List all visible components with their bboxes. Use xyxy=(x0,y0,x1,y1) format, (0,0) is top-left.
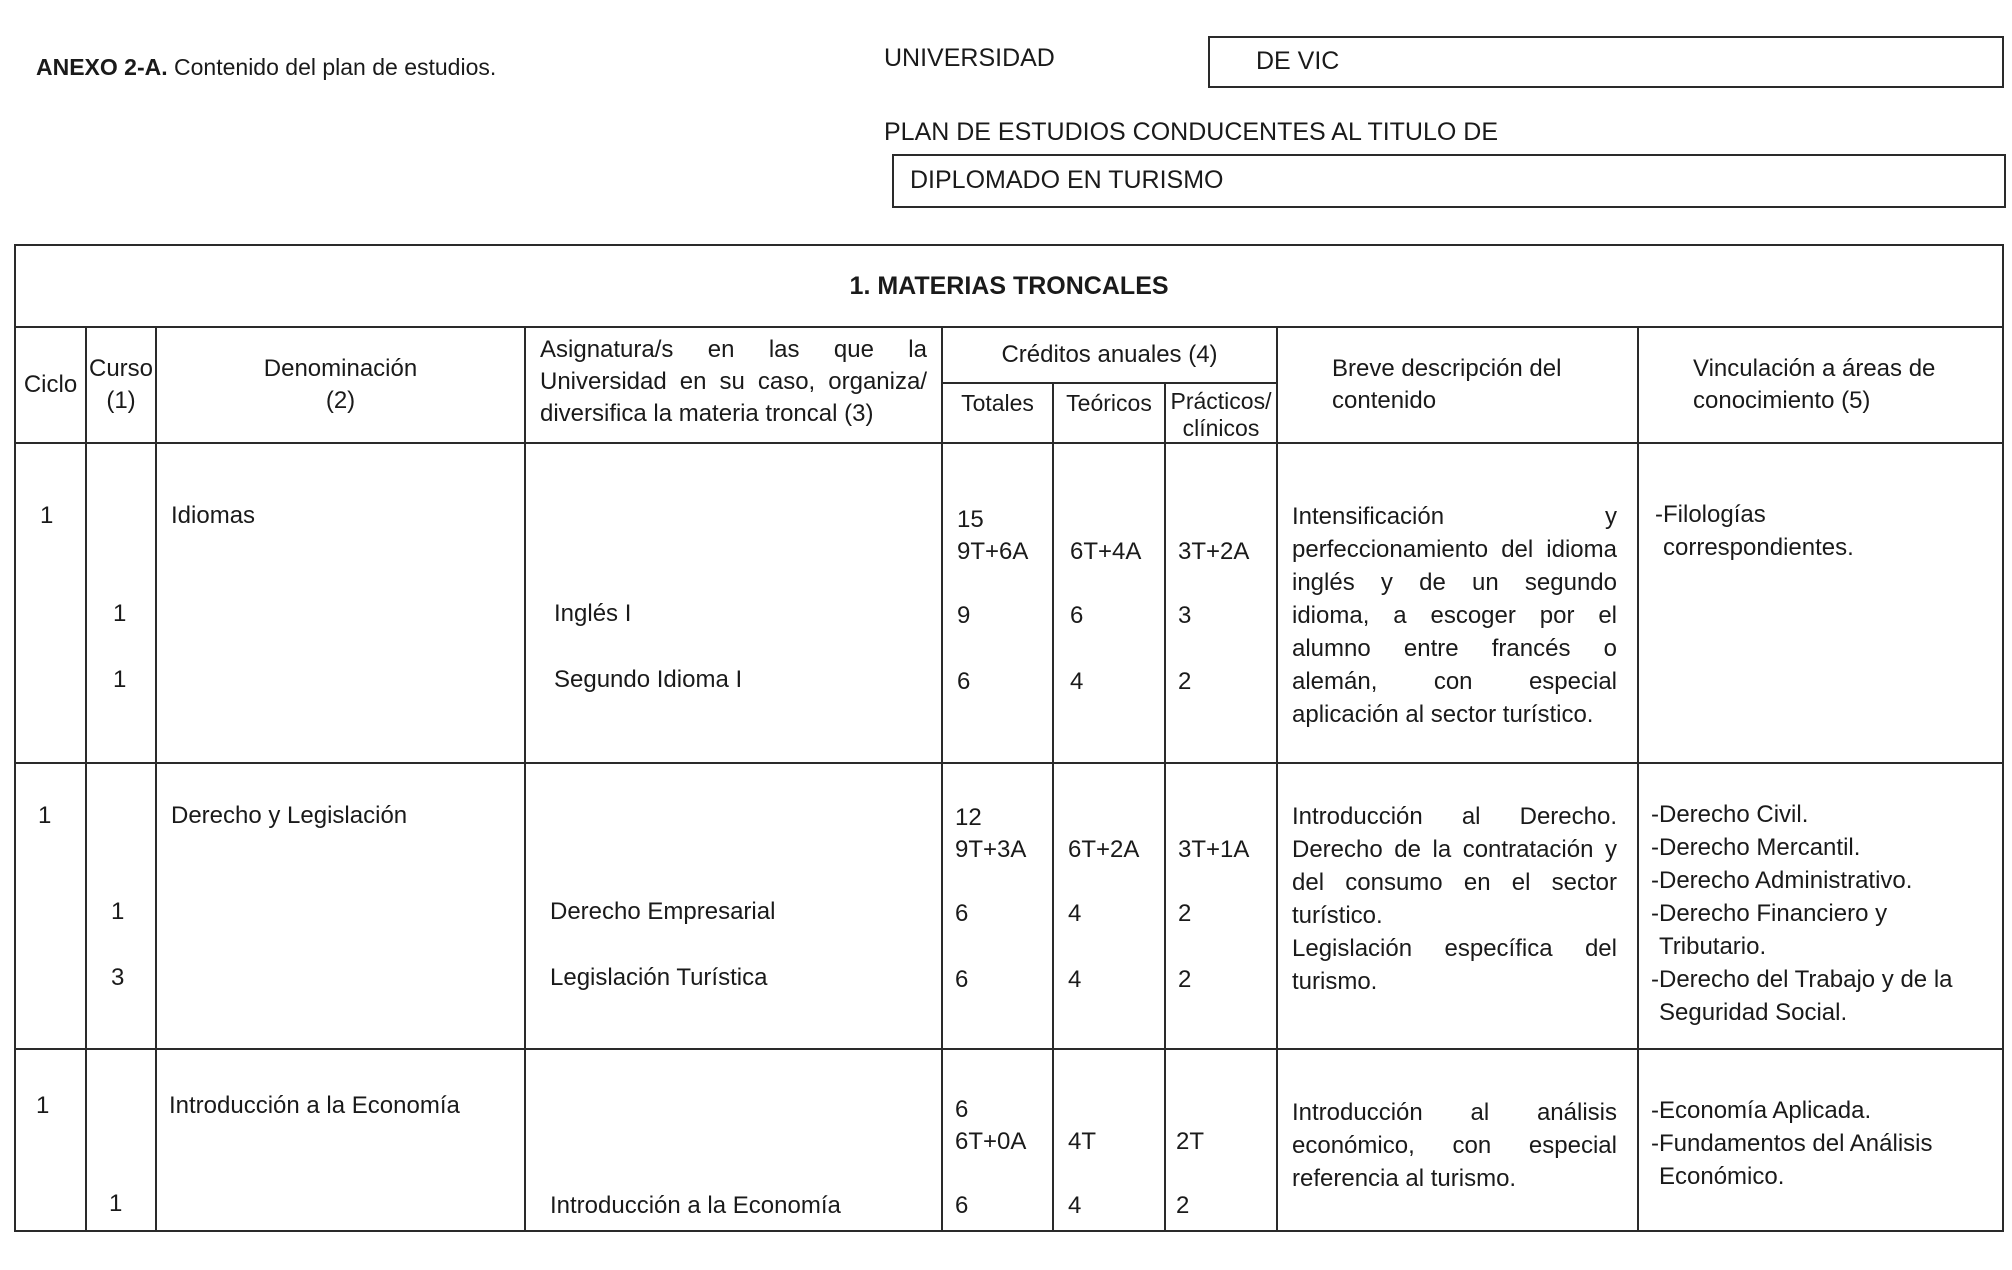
curso-cell xyxy=(86,763,156,1049)
table-title: 1. MATERIAS TRONCALES xyxy=(15,245,2003,327)
curso-cell xyxy=(86,443,156,763)
practicos-value: 3 xyxy=(1178,602,1192,629)
asignatura-value: Segundo Idioma I xyxy=(554,666,743,693)
total-value: 9 xyxy=(957,602,971,629)
header-descripcion-label: Breve descripción del xyxy=(1332,355,1562,382)
total-value: 6 xyxy=(955,966,969,993)
practicos-value: 2 xyxy=(1178,668,1192,695)
materias-troncales-table xyxy=(14,244,2004,1232)
vinculacion-item: -Derecho Administrativo. xyxy=(1651,867,1913,894)
totales-cell xyxy=(942,763,1053,1049)
total-value: 15 xyxy=(957,506,984,533)
total-value: 6 xyxy=(955,1096,969,1123)
practicos-value: 2 xyxy=(1176,1192,1190,1219)
header-descripcion-sub: contenido xyxy=(1332,387,1437,414)
teoricos-value: 4 xyxy=(1068,1192,1082,1219)
header-totales: Totales xyxy=(942,383,1053,443)
denominacion-cell xyxy=(156,443,525,763)
denominacion-value: Introducción a la Economía xyxy=(169,1092,460,1119)
header-descripcion xyxy=(1277,327,1638,443)
header-denominacion xyxy=(156,327,525,443)
ciclo-value: 1 xyxy=(38,802,52,829)
header-teoricos: Teóricos xyxy=(1053,383,1165,443)
header-ciclo-label: Ciclo xyxy=(23,371,78,398)
curso-value: 1 xyxy=(109,1190,123,1217)
teoricos-cell xyxy=(1053,443,1165,763)
ciclo-cell xyxy=(15,1049,86,1231)
descripcion-cell xyxy=(1277,763,1638,1049)
vinculacion-item: Económico. xyxy=(1659,1163,1785,1190)
annex-title xyxy=(36,54,496,81)
descripcion-text: Introducción al Derecho. Derecho de la contratación y del consumo en el sector turístico. xyxy=(1292,803,1617,929)
total-value: 6 xyxy=(955,1192,969,1219)
header-curso-label: Curso xyxy=(88,355,154,382)
curso-cell xyxy=(86,1049,156,1231)
practicos-cell xyxy=(1165,763,1277,1049)
descripcion-text: Introducción al análisis económico, con especial referencia al turismo. xyxy=(1292,1099,1617,1192)
practicos-value: 3T+2A xyxy=(1178,538,1250,565)
vinculacion-item: -Derecho Mercantil. xyxy=(1651,834,1861,861)
totales-cell xyxy=(942,443,1053,763)
header-creditos: Créditos anuales (4) xyxy=(942,327,1277,383)
table-row xyxy=(15,763,2003,1049)
totales-cell xyxy=(942,1049,1053,1231)
teoricos-value: 6T+4A xyxy=(1070,538,1142,565)
teoricos-value: 6T+2A xyxy=(1068,836,1140,863)
annex-label: ANEXO 2-A. xyxy=(36,54,168,80)
asignatura-value: Inglés I xyxy=(554,600,632,627)
vinculacion-item: Tributario. xyxy=(1659,933,1767,960)
descripcion-text: Legislación específica del turismo. xyxy=(1292,935,1617,995)
denominacion-value: Derecho y Legislación xyxy=(171,802,408,829)
header-denominacion-note: (2) xyxy=(325,387,356,414)
asignatura-value: Legislación Turística xyxy=(550,964,768,991)
curso-value: 3 xyxy=(111,964,125,991)
practicos-cell xyxy=(1165,1049,1277,1231)
vinculacion-item: -Derecho del Trabajo y de la xyxy=(1651,966,1953,993)
curso-value: 1 xyxy=(113,600,127,627)
total-value: 12 xyxy=(955,804,982,831)
asignatura-cell xyxy=(525,443,942,763)
denominacion-cell xyxy=(156,763,525,1049)
table-row xyxy=(15,1049,2003,1231)
annex-text: Contenido del plan de estudios. xyxy=(167,54,497,80)
header-asignatura: Asignatura/s en las que la Universidad en su caso, organiza/ diversifica la materia troncal (3) xyxy=(525,327,942,443)
vinculacion-item: Seguridad Social. xyxy=(1659,999,1848,1026)
teoricos-value: 4T xyxy=(1068,1128,1097,1155)
ciclo-cell xyxy=(15,443,86,763)
vinculacion-item: -Derecho Civil. xyxy=(1651,801,1809,828)
descripcion-cell xyxy=(1277,1049,1638,1231)
asignatura-value: Derecho Empresarial xyxy=(550,898,776,925)
ciclo-value: 1 xyxy=(40,502,54,529)
descripcion-text: Intensificación y perfeccionamiento del idioma inglés y de un segundo idioma, a escoger por el alumno entre francés o alemán, con especial aplicación al sector turístico. xyxy=(1292,503,1617,728)
header-vinculacion xyxy=(1638,327,2003,443)
header-curso-note: (1) xyxy=(106,387,136,414)
vinculacion-cell xyxy=(1638,1049,2003,1231)
practicos-value: 3T+1A xyxy=(1178,836,1250,863)
total-split-value: 6T+0A xyxy=(955,1128,1027,1155)
vinculacion-item: -Economía Aplicada. xyxy=(1651,1097,1872,1124)
descripcion-cell xyxy=(1277,443,1638,763)
denominacion-value: Idiomas xyxy=(171,502,256,529)
vinculacion-item: -Fundamentos del Análisis xyxy=(1651,1130,1933,1157)
asignatura-value: Introducción a la Economía xyxy=(550,1192,841,1219)
teoricos-cell xyxy=(1053,1049,1165,1231)
header-vinculacion-label: Vinculación a áreas de xyxy=(1693,355,1936,382)
header-curso xyxy=(86,327,156,443)
practicos-value: 2 xyxy=(1178,900,1192,927)
vinculacion-item: -Derecho Financiero y xyxy=(1651,900,1888,927)
practicos-value: 2 xyxy=(1178,966,1192,993)
university-label: UNIVERSIDAD xyxy=(884,44,1055,72)
total-value: 6 xyxy=(957,668,971,695)
teoricos-value: 4 xyxy=(1068,900,1082,927)
header-vinculacion-sub: conocimiento (5) xyxy=(1693,387,1871,414)
teoricos-cell xyxy=(1053,763,1165,1049)
plan-label: PLAN DE ESTUDIOS CONDUCENTES AL TITULO DE xyxy=(884,118,1499,146)
asignatura-cell xyxy=(525,763,942,1049)
vinculacion-cell xyxy=(1638,763,2003,1049)
curso-value: 1 xyxy=(111,898,125,925)
denominacion-cell xyxy=(156,1049,525,1231)
practicos-cell xyxy=(1165,443,1277,763)
header-practicos: Prácticos/ clínicos xyxy=(1165,383,1277,443)
vinculacion-item: correspondientes. xyxy=(1663,534,1854,561)
asignatura-cell xyxy=(525,1049,942,1231)
university-field: DE VIC xyxy=(1208,36,2004,88)
teoricos-value: 4 xyxy=(1070,668,1084,695)
teoricos-value: 6 xyxy=(1070,602,1084,629)
header-denominacion-label: Denominación xyxy=(263,355,418,382)
vinculacion-item: -Filologías xyxy=(1655,501,1766,528)
total-split-value: 9T+3A xyxy=(955,836,1027,863)
vinculacion-cell xyxy=(1638,443,2003,763)
degree-field: DIPLOMADO EN TURISMO xyxy=(892,154,2006,208)
total-split-value: 9T+6A xyxy=(957,538,1029,565)
curso-value: 1 xyxy=(113,666,127,693)
header-ciclo xyxy=(15,327,86,443)
ciclo-value: 1 xyxy=(36,1092,50,1119)
teoricos-value: 4 xyxy=(1068,966,1082,993)
ciclo-cell xyxy=(15,763,86,1049)
table-row xyxy=(15,443,2003,763)
total-value: 6 xyxy=(955,900,969,927)
practicos-value: 2T xyxy=(1176,1128,1205,1155)
